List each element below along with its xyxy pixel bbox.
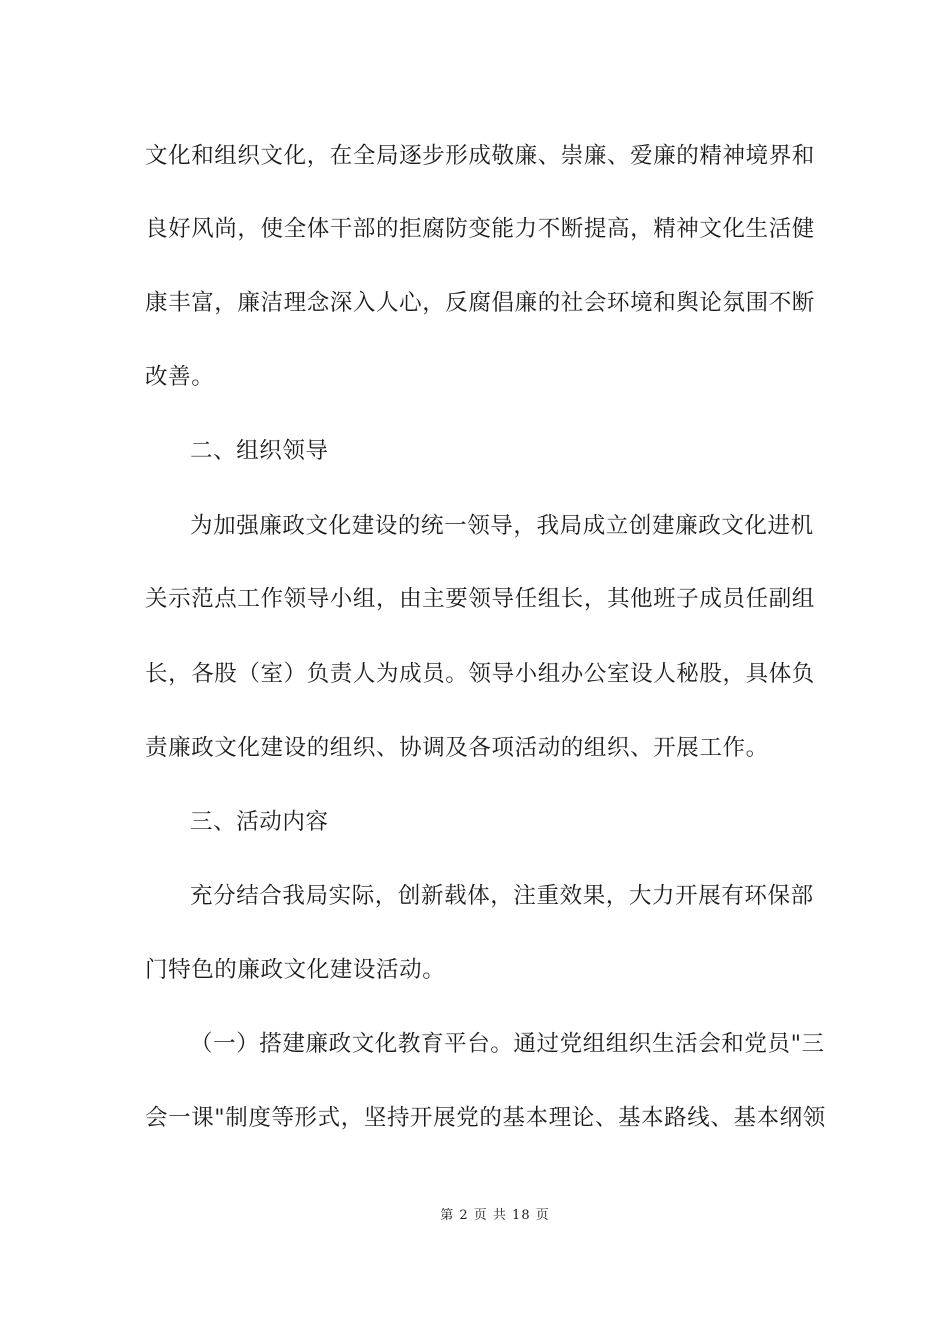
- paragraph-line: 长，各股（室）负责人为成员。领导小组办公室设人秘股，具体负: [145, 661, 815, 687]
- paragraph-line: 良好风尚，使全体干部的拒腐防变能力不断提高，精神文化生活健: [145, 216, 815, 242]
- paragraph-line: 充分结合我局实际，创新载体，注重效果，大力开展有环保部: [190, 883, 814, 909]
- page-number-footer: 第 2 页 共 18 页: [440, 1208, 550, 1223]
- paragraph-line: 文化和组织文化，在全局逐步形成敬廉、崇廉、爱廉的精神境界和: [145, 143, 815, 169]
- paragraph-line: 责廉政文化建设的组织、协调及各项活动的组织、开展工作。: [145, 735, 769, 761]
- paragraph-line: 为加强廉政文化建设的统一领导，我局成立创建廉政文化进机: [190, 513, 814, 539]
- paragraph-line: 改善。: [145, 364, 215, 390]
- paragraph-line: （一）搭建廉政文化教育平台。通过党组组织生活会和党员"三: [190, 1031, 825, 1057]
- section-heading: 二、组织领导: [190, 438, 329, 464]
- paragraph-line: 会一课"制度等形式，坚持开展党的基本理论、基本路线、基本纲领: [145, 1105, 826, 1131]
- paragraph-line: 门特色的廉政文化建设活动。: [145, 957, 446, 983]
- section-heading: 三、活动内容: [190, 809, 329, 835]
- paragraph-line: 关示范点工作领导小组，由主要领导任组长，其他班子成员任副组: [145, 586, 815, 612]
- paragraph-line: 康丰富，廉洁理念深入人心，反腐倡廉的社会环境和舆论氛围不断: [145, 290, 815, 316]
